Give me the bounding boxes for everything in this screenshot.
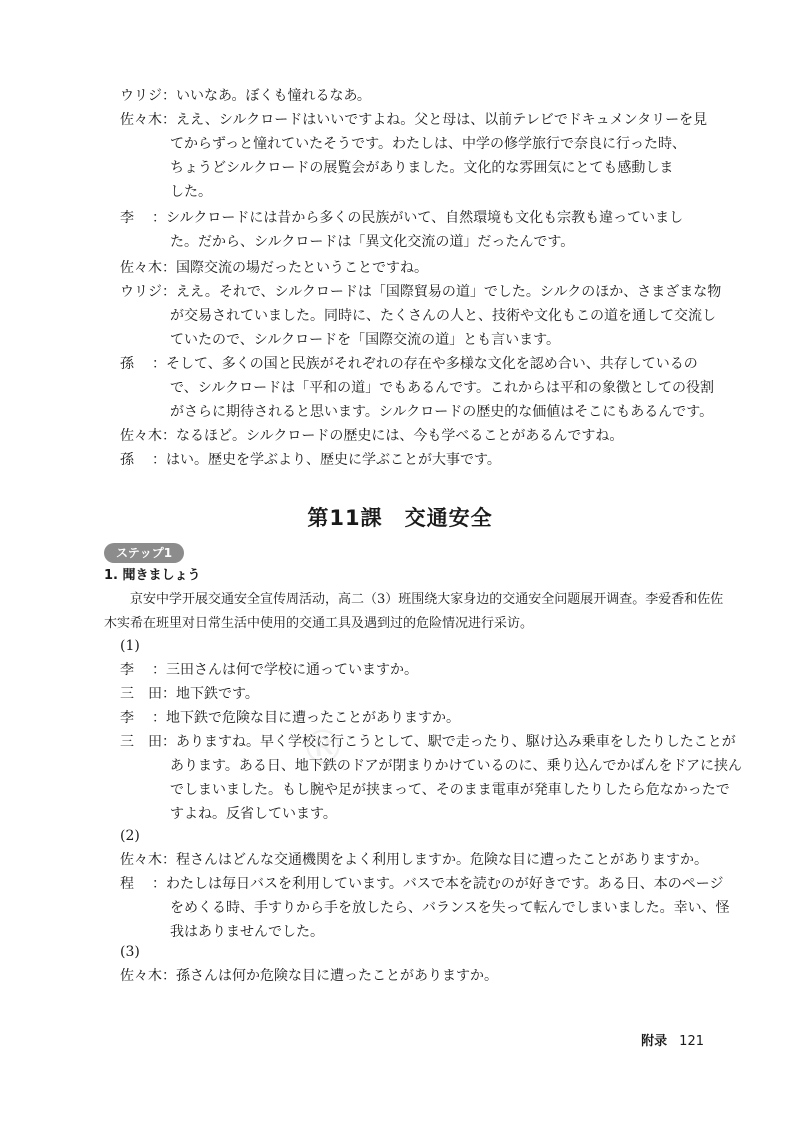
dialogue-line: てからずっと憧れていたそうです。わたしは、中学の修学旅行で奈良に行った時、 [170, 136, 687, 152]
speaker: ウリジ [120, 88, 162, 104]
speaker: 李 [120, 710, 134, 726]
dialogue-line: がさらに期待されると思います。シルクロードの歴史的な価値はそこにもあるんです。 [170, 404, 714, 420]
speaker: 佐々木 [120, 852, 162, 868]
dialogue-line: でしまいました。もし腕や足が挟まって、そのまま電車が発車したりしたら危なかったで [170, 782, 730, 798]
watermark-icon: ® [296, 717, 350, 777]
dialogue-line: 程 ：わたしは毎日バスを利用しています。バスで本を読むのが好きです。ある日、本のページ [120, 872, 723, 896]
dialogue-line: で、シルクロードは「平和の道」でもあるんです。これからは平和の象徴としての役割 [170, 380, 714, 396]
part-label: (3) [120, 944, 140, 960]
dialogue-line: した。 [170, 184, 212, 200]
part-label: (1) [120, 638, 140, 654]
part-label: (2) [120, 828, 140, 844]
dialogue-line: 三 田：ありますね。早く学校に行こうとして、駅で走ったり、駆け込み乗車をしたりしたことが [120, 734, 736, 750]
dialogue-line: が交易されていました。同時に、たくさんの人と、技術や文化もこの道を通して交流し [170, 308, 716, 324]
intro-paragraph: 京安中学开展交通安全宣传周活动，高二（3）班围绕大家身边的交通安全问题展开调查。李爱香和佐佐木实希在班里对日常生活中使用的交通工具及遇到过的危险情况进行采访。 [104, 592, 724, 631]
page-footer [641, 1030, 704, 1049]
dialogue-line: あります。ある日、地下鉄のドアが閉まりかけているのに、乗り込んでかばんをドアに挟ん [170, 758, 743, 774]
speaker: 佐々木 [120, 968, 162, 984]
speaker: 佐々木 [120, 260, 162, 276]
speaker: 佐々木 [120, 428, 162, 444]
dialogue-line: 三 田：地下鉄です。 [120, 686, 259, 702]
speaker: 李 [120, 662, 134, 678]
dialogue-line: すよね。反省しています。 [170, 806, 337, 822]
dialogue-line: 孫 ：そして、多くの国と民族がそれぞれの存在や多様な文化を認め合い、共存しているの [120, 352, 698, 376]
dialogue-line: ていたので、シルクロードを「国際交流の道」とも言います。 [170, 332, 560, 348]
dialogue-line: 佐々木：程さんはどんな交通機関をよく利用しますか。危険な目に遭ったことがありますか。 [120, 852, 708, 868]
speaker: 孫 [120, 452, 134, 468]
speaker: 孫 [120, 356, 134, 372]
dialogue-line: 我はありませんでした。 [170, 924, 324, 940]
dialogue-line: 李 ：シルクロードには昔から多くの民族がいて、自然環境も文化も宗教も違っていまし [120, 206, 683, 230]
dialogue-line: 佐々木：孫さんは何か危険な目に遭ったことがありますか。 [120, 968, 498, 984]
dialogue-line: ウリジ：ええ。それで、シルクロードは「国際貿易の道」でした。シルクのほか、さまざまな物 [120, 284, 722, 300]
dialogue-line: 佐々木：国際交流の場だったということですね。 [120, 260, 428, 276]
page-number: 121 [679, 1034, 704, 1049]
section-heading: 1. 聞きましょう [104, 568, 201, 583]
dialogue-line: ウリジ：いいなあ。ぼくも憧れるなあ。 [120, 88, 371, 104]
dialogue-line: 孫 ：はい。歴史を学ぶより、歴史に学ぶことが大事です。 [120, 448, 501, 472]
dialogue-line: た。だから、シルクロードは「異文化交流の道」だったんです。 [170, 234, 575, 250]
dialogue-line: ちょうどシルクロードの展覧会がありました。文化的な雰囲気にとても感動しま [170, 160, 674, 176]
dialogue-line: 李 ：三田さんは何で学校に通っていますか。 [120, 658, 418, 682]
dialogue-line: 佐々木：ええ、シルクロードはいいですよね。父と母は、以前テレビでドキュメンタリーを見 [120, 112, 708, 128]
speaker: 三 田 [120, 734, 162, 750]
speaker: 佐々木 [120, 112, 162, 128]
dialogue-line: 佐々木：なるほど。シルクロードの歴史には、今も学べることがあるんですね。 [120, 428, 624, 444]
speaker: 程 [120, 876, 134, 892]
step-badge: ステップ1 [104, 543, 184, 563]
dialogue-line: をめくる時、手すりから手を放したら、バランスを失って転んでしまいました。幸い、怪 [170, 900, 730, 916]
dialogue-line: 李 ：地下鉄で危険な目に遭ったことがありますか。 [120, 706, 460, 730]
speaker: ウリジ [120, 284, 162, 300]
speaker: 李 [120, 210, 134, 226]
footer-label: 附录 [641, 1034, 668, 1049]
speaker: 三 田 [120, 686, 162, 702]
lesson-title: 第11課 交通安全 [307, 506, 493, 530]
